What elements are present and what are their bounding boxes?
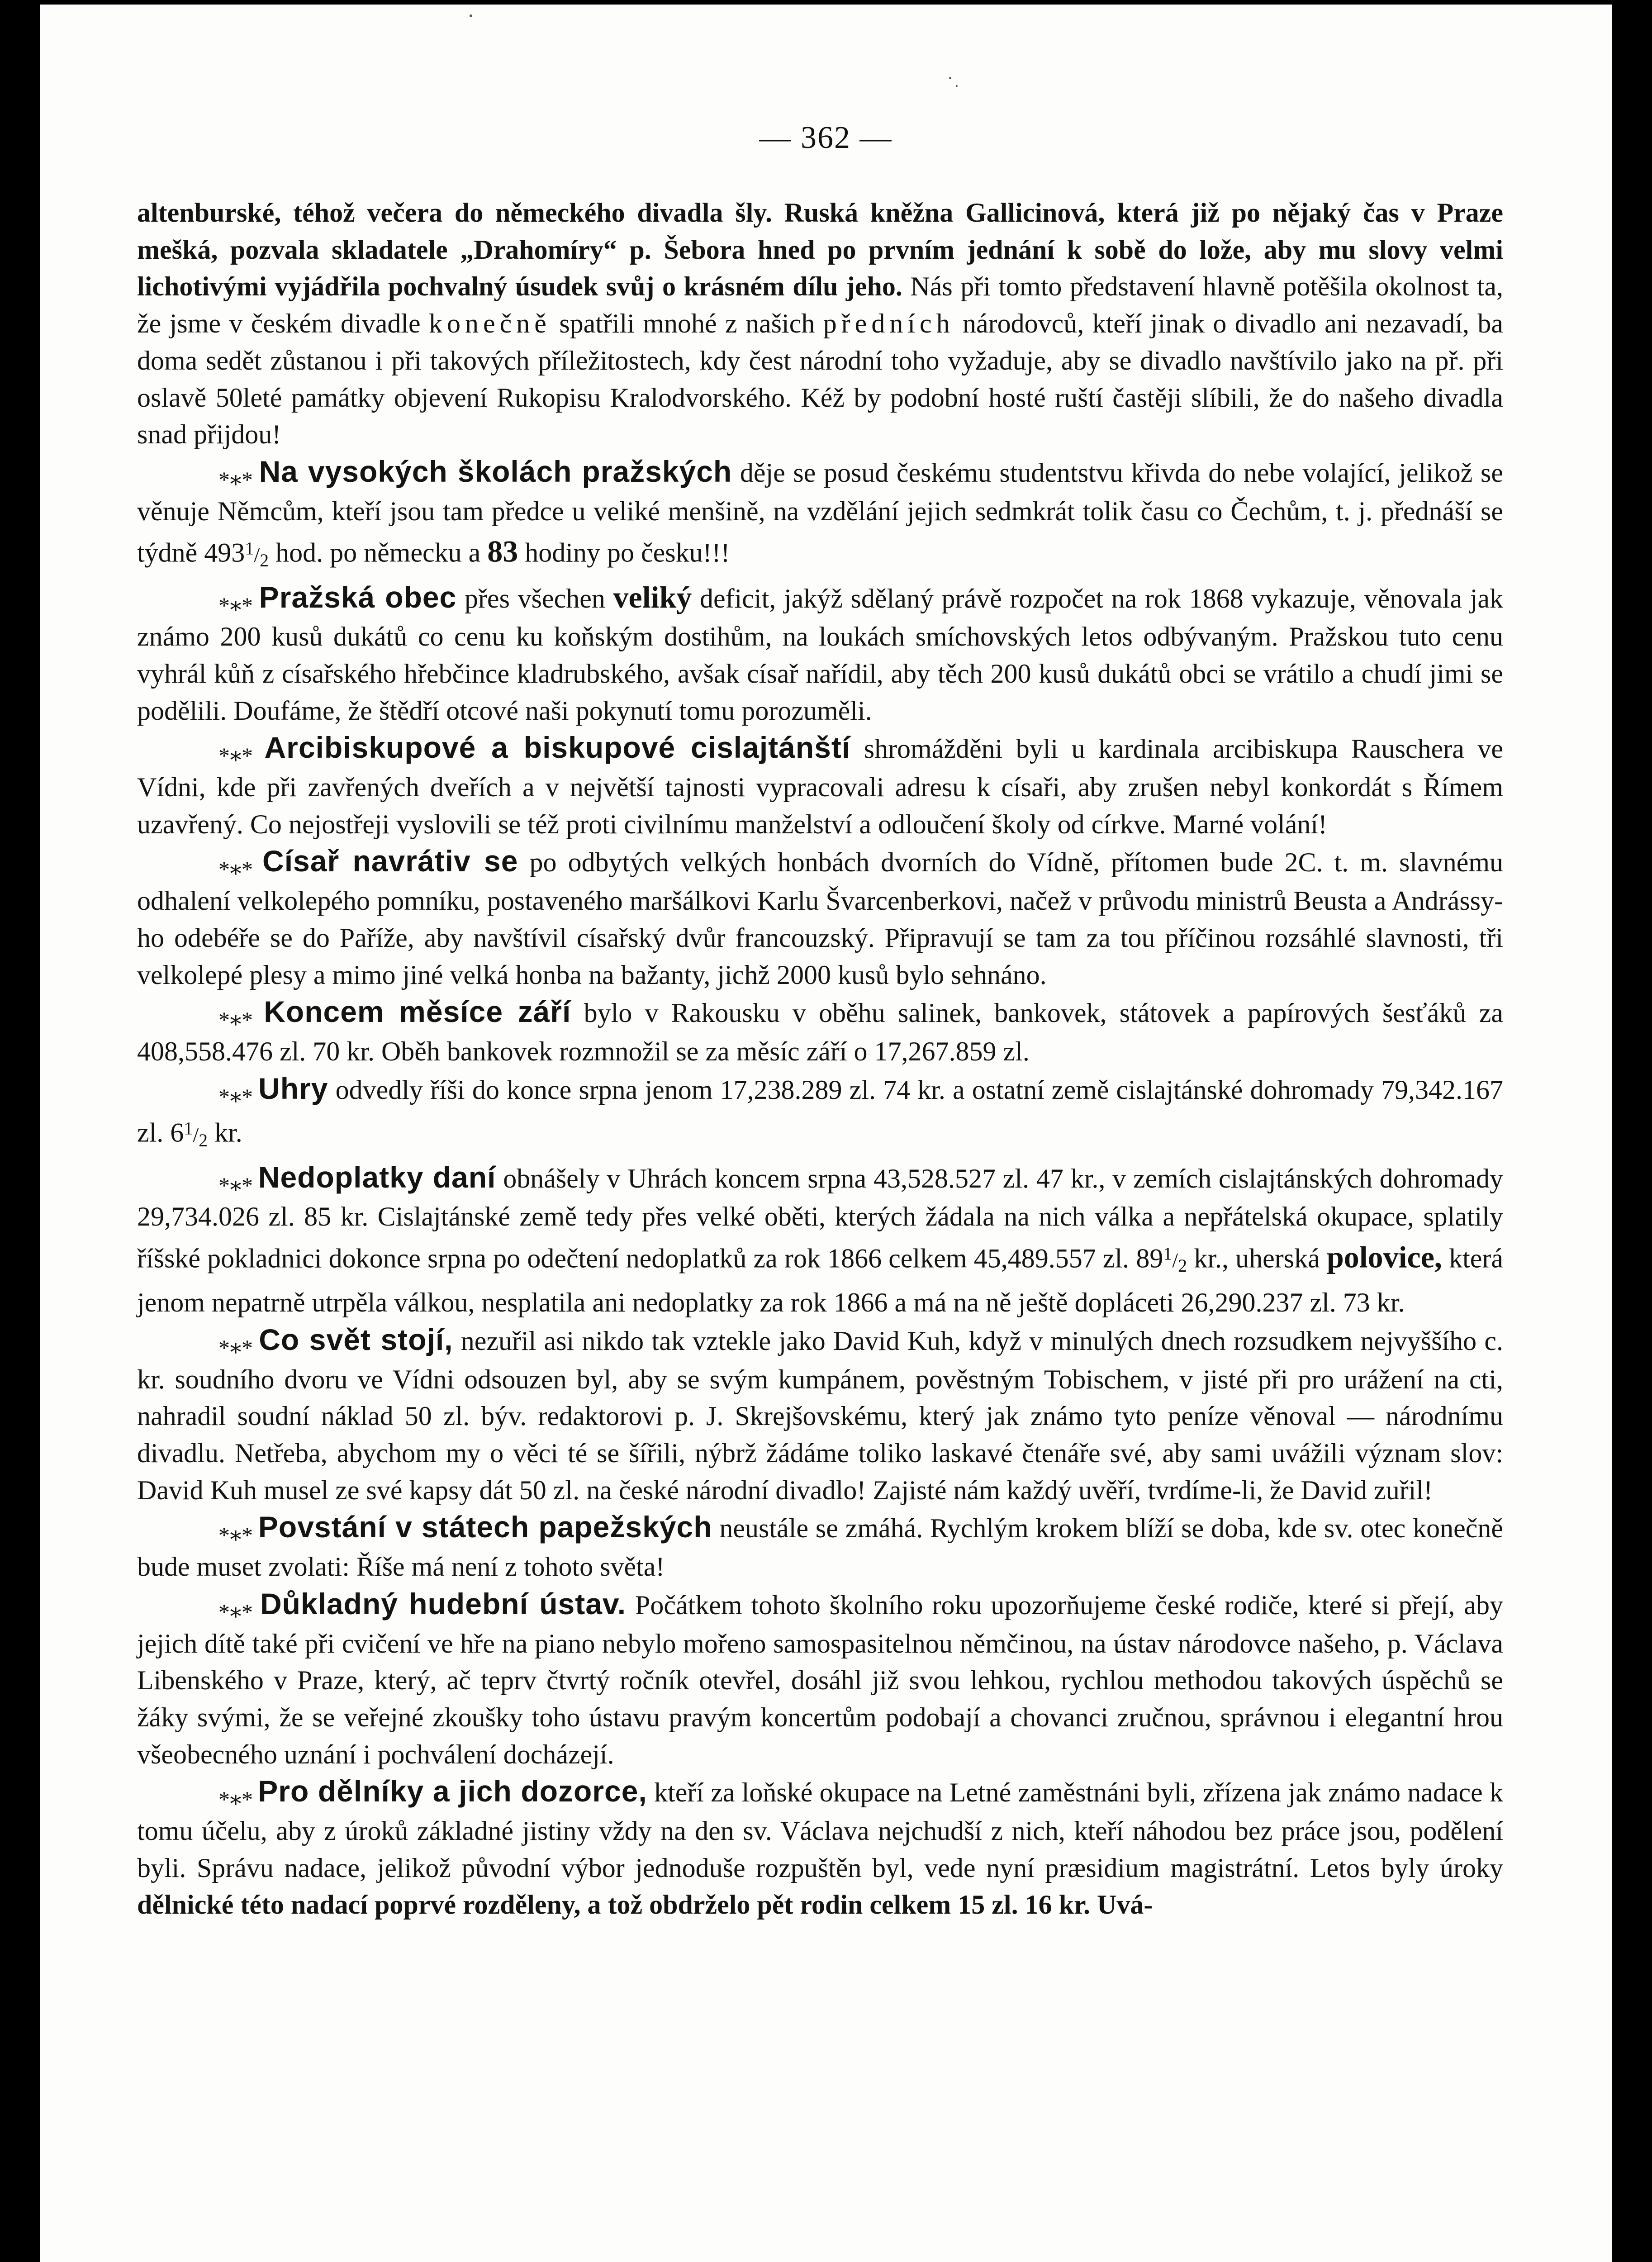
page-number: — 362 — <box>759 120 892 155</box>
item-text: hod. po německu a <box>275 537 481 568</box>
scan-speck <box>956 85 958 87</box>
asterism-icon: *∗* <box>218 466 251 492</box>
item-emphasis: veliký <box>613 580 692 614</box>
item-heading: Koncem měsíce září <box>264 995 571 1029</box>
asterism-icon: *∗* <box>218 743 251 769</box>
item-heading: Pražská obec <box>259 580 457 614</box>
item-text: obnášely v Uhrách koncem srpna 43,528.527 zl. 47 kr., v zemích cislajtánských dohromady 29,734.026 zl. 85 kr. Cislajtánské země tedy přes velké oběti, kterých žádala na nich válka a nepřátelská okupace, splatily říšské pokladnici dokonce srpna po odečtení nedoplatků za rok 1866 celkem 45,489.557 zl. 89 <box>137 1163 1504 1274</box>
asterism-icon: *∗* <box>218 1335 251 1360</box>
asterism-icon: *∗* <box>218 1787 251 1812</box>
item-text: kteří za loňské okupace na Letné zaměstnáni byli, zřízena jak známo nadace k tomu účelu, aby z úroků základné jistiny vždy na den sv. Václava nejchudší z nich, kteří náhodou bez práce jsou, podělení byli. Správu nadace, jelikož původní výbor jednoduše rozpuštěn byl, vede nyní præsidium magistrátní. Letos byly úroky <box>137 1777 1504 1883</box>
news-item-emperor <box>137 843 1503 993</box>
item-text: bylo v Rakousku v oběhu salinek, bankovek, státovek a papírových šesťáků za 408,558.476 zl. 70 kr. Oběh bankovek rozmnožil se za měsíc září o 17,267.859 zl. <box>137 998 1503 1066</box>
news-item-papal-states <box>137 1509 1503 1585</box>
item-heading: Uhry <box>258 1071 328 1105</box>
item-text: kr. <box>214 1117 242 1148</box>
item-emphasis: polovice, <box>1326 1240 1442 1274</box>
asterism-icon: *∗* <box>218 1083 251 1109</box>
asterism-icon: *∗* <box>218 1172 251 1198</box>
news-item-universities <box>137 453 1503 579</box>
item-heading: Důkladný hudební ústav. <box>260 1587 627 1620</box>
item-heading: Nedoplatky daní <box>258 1160 496 1194</box>
page <box>40 5 1612 2262</box>
lead-spaced-text: konečně <box>429 309 551 339</box>
lead-spaced-text: předních <box>823 309 954 339</box>
asterism-icon: *∗* <box>218 1007 251 1033</box>
lead-text: Nás při tomto představení hlavně potěšila okolnost ta, že jsme v českém divadle <box>137 271 1503 339</box>
item-text: po odbytých velkých honbách dvorních do Vídně, přítomen bude 2C. t. m. slavnému odhalení velkolepého pomníku, postaveného maršálkovi Karlu Švarcenberkovi, načež v průvodu ministrů Beusta a Andrássy-ho odebéře se do Paříže, aby navštívil císařský dvůr francouzský. Připravují se tam za tou příčinou rozsáhlé slavnosti, tři velkolepé plesy a mimo jiné velká honba na bažanty, jichž 2000 kusů bylo sehnáno. <box>137 847 1504 990</box>
asterism-icon: *∗* <box>218 592 251 618</box>
scan-speck <box>470 14 472 17</box>
news-item-music-school <box>137 1586 1503 1773</box>
scan-speck <box>949 77 951 79</box>
news-item-david-kuh <box>137 1321 1503 1509</box>
item-heading: Arcibiskupové a biskupové cislajtánští <box>264 731 851 765</box>
item-text: Počátkem tohoto školního roku upozorňujeme české rodiče, které si přejí, aby jejich dítě také při cvičení ve hře na piano nebylo mořeno samospasitelnou němčinou, na ústav národovce našeho, p. Václava Libenského v Praze, který, ač teprv čtvrtý ročník otevřel, dosáhl již svou lehkou, rychlou methodou takových úspěchů se žáky svými, že se veřejné zkoušky toho ústavu pravým koncertům podobají a chovanci zručnou, správnou i elegantní hrou všeobecného uznání i pochválení docházejí. <box>137 1590 1503 1769</box>
item-heading: Na vysokých školách pražských <box>259 454 732 488</box>
lead-bold-text: altenburské, téhož večera do německého divadla šly. Ruská kněžna Gallicinová, která již po nějaký čas v Praze mešká, pozvala skladatele „Drahomíry“ p. Šebora hned po prvním jednání k sobě do lože, aby mu slovy velmi lichotivými vyjádřila pochvalný úsudek svůj o krásném dílu jeho. <box>137 198 1503 302</box>
item-heading: Povstání v státech papežských <box>258 1510 712 1544</box>
fraction-half: $^1/_2$ <box>1163 1244 1187 1276</box>
item-text: děje se posud českému studentstvu křivda do nebe volající, jelikož se věnuje Němcům, kteří jsou tam předce u veliké menšině, na vzdělání jejich sedmkrát tolik času co Čechům, t. j. přednáší se týdně 493 <box>137 457 1504 568</box>
fraction-half: $^1/_2$ <box>184 1118 208 1150</box>
lead-text: národovců, kteří jinak o divadlo ani nezavadí, ba doma sedět zůstanou i při takových příležitostech, kdy čest národní toho vyžaduje, aby se divadlo navštívilo jako na př. při oslavě 50leté památky objevení Rukopisu Kralodvorského. Kéž by podobní hosté ruští častěji slíbili, že do našeho divadla snad přijdou! <box>137 309 1504 450</box>
asterism-icon: *∗* <box>218 1522 251 1548</box>
item-text: deficit, jakýž sdělaný právě rozpočet na rok 1868 vykazuje, věnovala jak známo 200 kusů dukátů co cenu ku koňským dostihům, na loukách smíchovských letos odbývaným. Pražskou tuto cenu vyhrál kůň z císařského hřebčince kladrubského, avšak císař nařídil, aby těch 200 kusů dukátů obci se vrátilo a chudí jimi se podělili. Doufáme, že štědří otcové naši pokynutí tomu porozuměli. <box>137 583 1504 726</box>
news-item-tax-arrears <box>137 1159 1503 1321</box>
news-item-workers-fund <box>137 1773 1503 1924</box>
asterism-icon: *∗* <box>218 856 251 882</box>
item-text: nezuřil asi nikdo tak vztekle jako David Kuh, když v minulých dnech rozsudkem nejvyššího c. kr. soudního dvoru ve Vídni odsouzen byl, aby se svým kumpánem, pověstným Tobischem, v jisté při pro urážení na cti, nahradil soudní náklad 50 zl. býv. redaktorovi p. J. Skrejšovskému, který jak známo tyto peníze věnoval — národnímu divadlu. Netřeba, abychom my o věci té se šířili, nýbrž žádáme toliko laskavé čtenáře své, aby sami uvážili význam slov: David Kuh musel ze své kapsy dát 50 zl. na české národní divadlo! Zajisté nám každý uvěří, tvrdíme-li, že David zuřil! <box>137 1326 1504 1505</box>
item-text: odvedly říši do konce srpna jenom 17,238.289 zl. 74 kr. a ostatní země cislajtánské dohromady 79,342.167 zl. 6 <box>137 1074 1503 1148</box>
item-heading: Co svět stojí, <box>259 1322 453 1356</box>
news-item-hungary <box>137 1070 1503 1159</box>
item-emphasis: 83 <box>487 534 518 569</box>
item-heading: Císař navrátiv se <box>262 844 518 878</box>
item-text: shromážděni byli u kardinala arcibiskupa Rauschera ve Vídni, kde při zavřených dveřích a v největší tajnosti vypracovali adresu k císaři, aby zrušen nebyl konkordát s Římem uzavřený. Co nejostřeji vyslovili se též proti civilnímu manželství a odloučení školy od církve. Marné volání! <box>137 734 1504 839</box>
article-body <box>137 195 1503 1924</box>
news-item-bishops <box>137 729 1503 843</box>
item-text: přes všechen <box>464 583 605 613</box>
item-bold-text: dělnické této nadací poprvé rozděleny, a tož obdrželo pět rodin celkem 15 zl. 16 kr. Uvá- <box>137 1890 1153 1920</box>
item-text: která jenom nepatrně utrpěla válkou, nesplatila ani nedoplatky za rok 1866 a má na ně ještě dopláceti 26,290.237 zl. 73 kr. <box>137 1243 1504 1318</box>
paragraph-lead <box>137 195 1503 453</box>
item-text: neustále se zmáhá. Rychlým krokem blíží se doba, kde sv. otec konečně bude muset zvolati: Říše má není z tohoto světa! <box>137 1513 1504 1582</box>
item-text: kr., uherská <box>1194 1243 1320 1274</box>
fraction-half: $^1/_2$ <box>245 538 269 570</box>
item-heading: Pro dělníky a jich dozorce, <box>258 1774 647 1808</box>
item-text: hodiny po česku!!! <box>525 537 730 568</box>
lead-text: spatřili mnohé z našich <box>559 309 815 339</box>
news-item-currency <box>137 993 1503 1070</box>
asterism-icon: *∗* <box>218 1599 251 1625</box>
news-item-prague-city <box>137 579 1503 730</box>
